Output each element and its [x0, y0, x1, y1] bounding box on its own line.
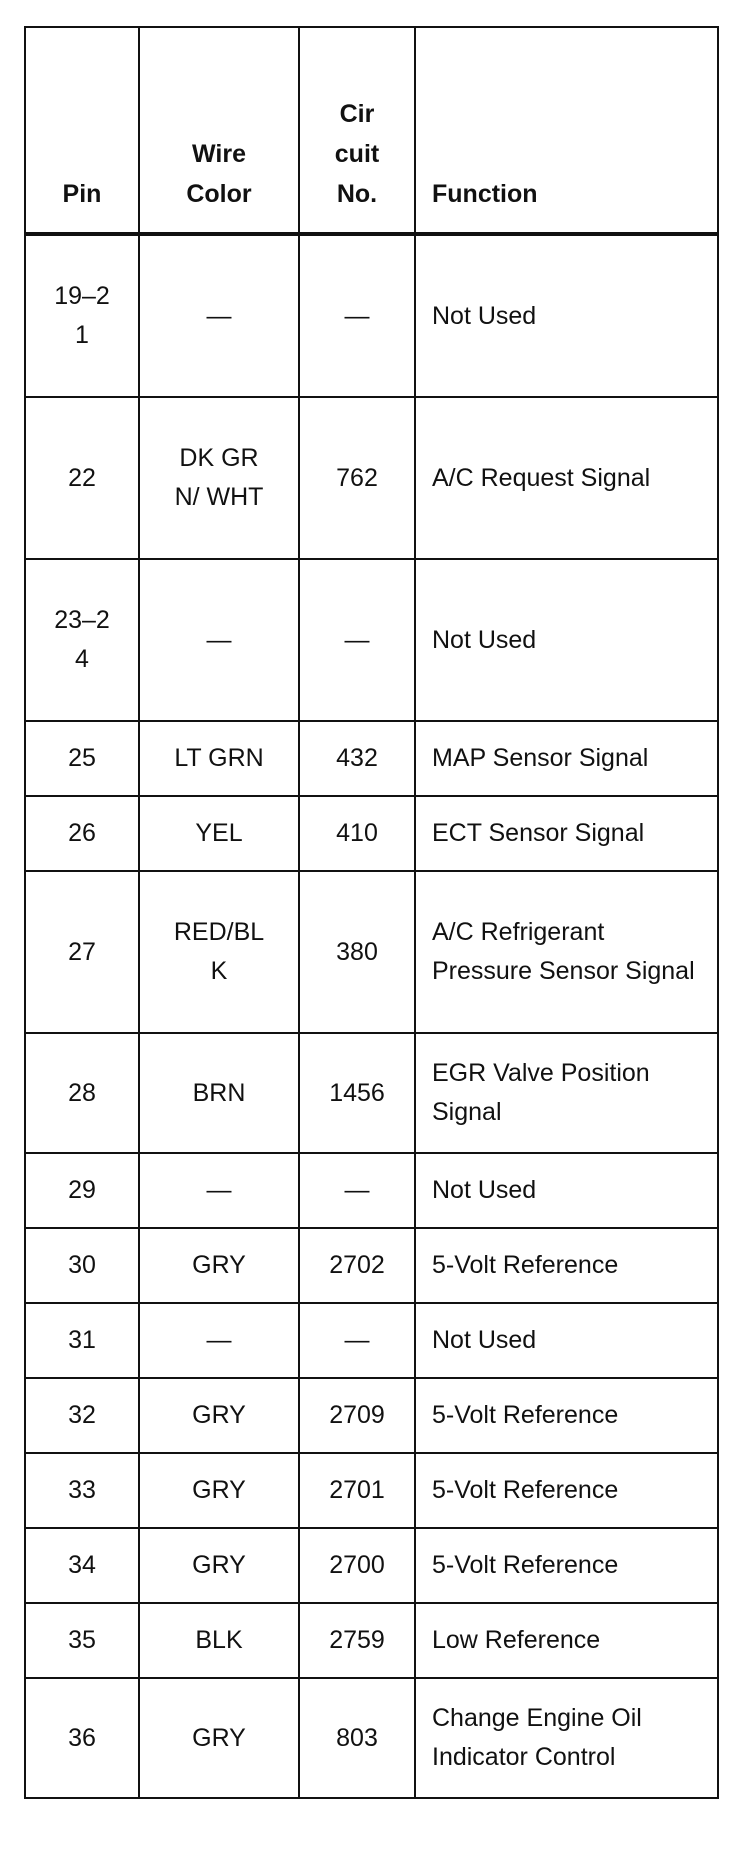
circuit-cell: 2709	[299, 1378, 415, 1453]
table-row	[25, 1453, 718, 1528]
circuit-cell: 2701	[299, 1453, 415, 1528]
header-wire-color: Wire Color	[139, 27, 299, 234]
pin-value: 19–21	[54, 282, 110, 349]
table-row	[25, 1153, 718, 1228]
function-cell: Not Used	[415, 1303, 718, 1378]
pin-cell: 28	[25, 1033, 139, 1153]
pin-cell: 27	[25, 871, 139, 1033]
pin-cell	[25, 559, 139, 721]
wire-color-cell: BRN	[139, 1033, 299, 1153]
circuit-cell: —	[299, 1303, 415, 1378]
pin-cell	[25, 234, 139, 397]
table-row	[25, 1378, 718, 1453]
table-row	[25, 559, 718, 721]
pin-cell: 22	[25, 397, 139, 559]
wire-color-cell: —	[139, 234, 299, 397]
circuit-cell: —	[299, 559, 415, 721]
pin-cell: 35	[25, 1603, 139, 1678]
table-row	[25, 1603, 718, 1678]
circuit-cell: 410	[299, 796, 415, 871]
wire-color-cell: —	[139, 1303, 299, 1378]
wire-color-cell: GRY	[139, 1678, 299, 1798]
header-pin: Pin	[25, 27, 139, 234]
circuit-cell: —	[299, 1153, 415, 1228]
function-cell: MAP Sensor Signal	[415, 721, 718, 796]
wire-color-cell: LT GRN	[139, 721, 299, 796]
header-circuit-number: Cir cuit No.	[299, 27, 415, 234]
header-row	[25, 27, 718, 234]
table-row	[25, 1033, 718, 1153]
circuit-cell: 380	[299, 871, 415, 1033]
pin-cell: 26	[25, 796, 139, 871]
pin-cell: 29	[25, 1153, 139, 1228]
table-row	[25, 1228, 718, 1303]
table-body	[25, 234, 718, 1798]
function-cell: Not Used	[415, 1153, 718, 1228]
function-cell: ECT Sensor Signal	[415, 796, 718, 871]
wire-color-value: RED/BLK	[173, 918, 265, 985]
pin-cell: 32	[25, 1378, 139, 1453]
connector-pinout-table	[24, 26, 719, 1799]
function-cell: A/C Refrigerant Pressure Sensor Signal	[415, 871, 718, 1033]
circuit-cell: 432	[299, 721, 415, 796]
function-cell: 5-Volt Reference	[415, 1228, 718, 1303]
wire-color-cell: —	[139, 559, 299, 721]
function-cell: 5-Volt Reference	[415, 1528, 718, 1603]
circuit-cell: —	[299, 234, 415, 397]
pin-cell: 33	[25, 1453, 139, 1528]
pin-value: 23–24	[54, 606, 110, 673]
wire-color-cell	[139, 397, 299, 559]
wire-color-cell: —	[139, 1153, 299, 1228]
circuit-cell: 2702	[299, 1228, 415, 1303]
circuit-cell: 762	[299, 397, 415, 559]
function-cell: Change Engine Oil Indicator Control	[415, 1678, 718, 1798]
table-row	[25, 1678, 718, 1798]
function-cell: 5-Volt Reference	[415, 1378, 718, 1453]
table-row	[25, 796, 718, 871]
wire-color-cell: GRY	[139, 1378, 299, 1453]
function-cell: EGR Valve Position Signal	[415, 1033, 718, 1153]
table-row	[25, 871, 718, 1033]
pin-cell: 36	[25, 1678, 139, 1798]
function-cell: 5-Volt Reference	[415, 1453, 718, 1528]
table-row	[25, 1303, 718, 1378]
wire-color-cell: BLK	[139, 1603, 299, 1678]
table-header	[25, 27, 718, 234]
table-row	[25, 234, 718, 397]
wire-color-cell: GRY	[139, 1228, 299, 1303]
circuit-cell: 2759	[299, 1603, 415, 1678]
circuit-cell: 803	[299, 1678, 415, 1798]
circuit-cell: 1456	[299, 1033, 415, 1153]
wire-color-cell: YEL	[139, 796, 299, 871]
wire-color-cell	[139, 871, 299, 1033]
function-cell: Not Used	[415, 234, 718, 397]
pin-cell: 34	[25, 1528, 139, 1603]
function-cell: A/C Request Signal	[415, 397, 718, 559]
table-row	[25, 721, 718, 796]
table-row	[25, 1528, 718, 1603]
pin-cell: 31	[25, 1303, 139, 1378]
wire-color-cell: GRY	[139, 1453, 299, 1528]
function-cell: Low Reference	[415, 1603, 718, 1678]
pin-cell: 25	[25, 721, 139, 796]
pin-cell: 30	[25, 1228, 139, 1303]
table-row	[25, 397, 718, 559]
circuit-cell: 2700	[299, 1528, 415, 1603]
wire-color-cell: GRY	[139, 1528, 299, 1603]
wire-color-value: DK GRN/ WHT	[174, 444, 264, 511]
function-cell: Not Used	[415, 559, 718, 721]
header-function: Function	[415, 27, 718, 234]
